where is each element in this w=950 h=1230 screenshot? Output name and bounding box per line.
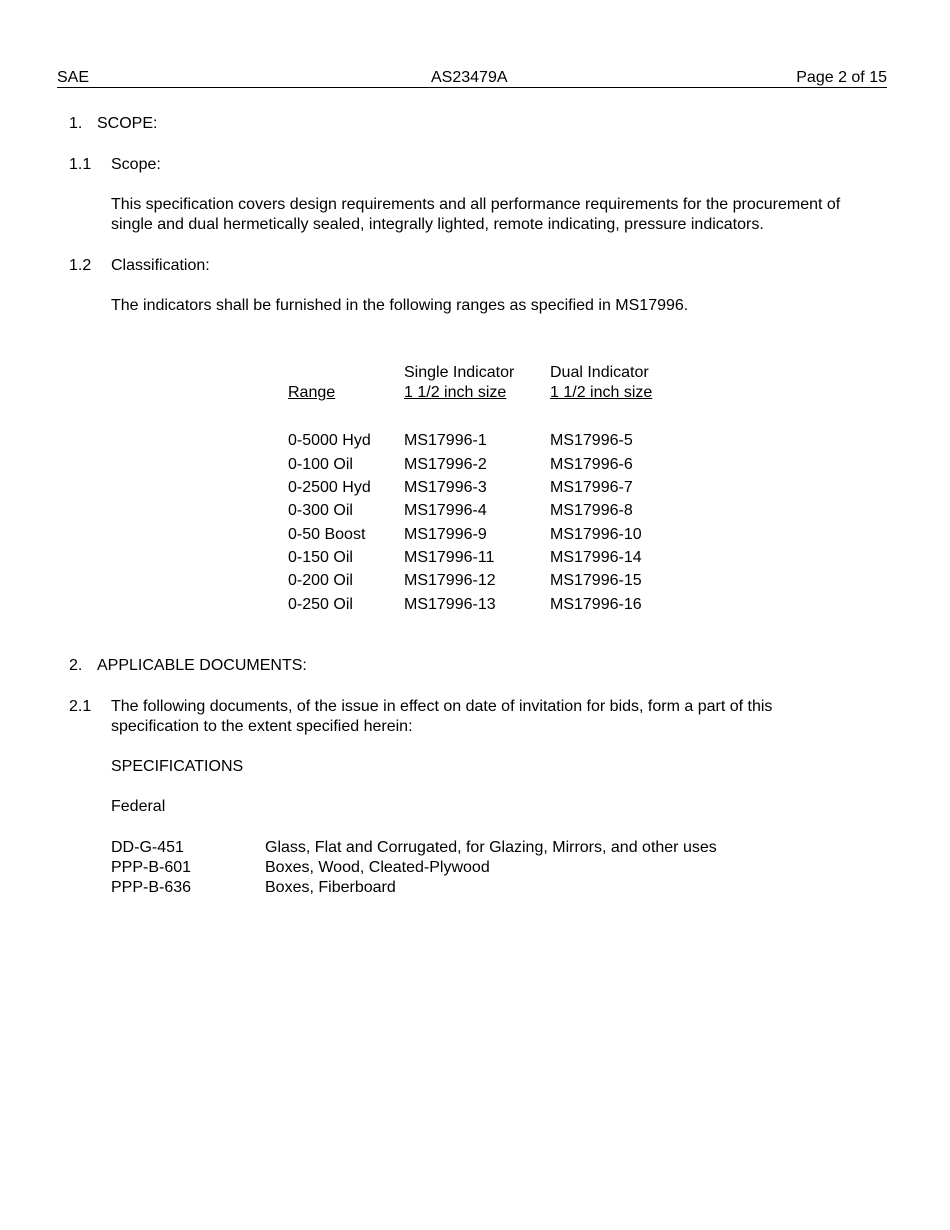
- table-row-dual: MS17996-15: [550, 572, 642, 589]
- table-row-single: MS17996-1: [404, 432, 487, 449]
- doc-title: Boxes, Wood, Cleated-Plywood: [265, 859, 490, 876]
- table-row-single: MS17996-4: [404, 502, 487, 519]
- header-doc-number: AS23479A: [431, 69, 508, 86]
- table-row-range: 0-150 Oil: [288, 549, 353, 566]
- section-1-1-number: 1.1: [69, 156, 92, 173]
- federal-label: Federal: [111, 798, 166, 815]
- table-row-single: MS17996-3: [404, 479, 487, 496]
- col-dual-header-line1: Dual Indicator: [550, 364, 649, 381]
- table-row-dual: MS17996-7: [550, 479, 633, 496]
- table-row-range: 0-100 Oil: [288, 456, 353, 473]
- table-row-dual: MS17996-8: [550, 502, 633, 519]
- doc-id: DD-G-451: [111, 839, 184, 856]
- doc-title: Glass, Flat and Corrugated, for Glazing, Mirrors, and other uses: [265, 839, 717, 856]
- table-row-single: MS17996-12: [404, 572, 496, 589]
- table-row-range: 0-2500 Hyd: [288, 479, 371, 496]
- table-row-range: 0-200 Oil: [288, 572, 353, 589]
- header-page-number: Page 2 of 15: [796, 69, 887, 86]
- col-single-header-line1: Single Indicator: [404, 364, 515, 381]
- section-2-1-text: The following documents, of the issue in effect on date of invitation for bids, form a part of this specification to the extent specified herein:: [111, 698, 773, 735]
- doc-id: PPP-B-636: [111, 879, 192, 896]
- header-org: SAE: [57, 69, 90, 86]
- table-row-range: 0-50 Boost: [288, 526, 366, 543]
- table-row-dual: MS17996-5: [550, 432, 633, 449]
- col-dual-header-line2: 1 1/2 inch size: [550, 384, 653, 401]
- section-1-number: 1.: [69, 115, 83, 132]
- col-range-header: Range: [288, 384, 336, 401]
- section-1-heading: SCOPE:: [97, 115, 158, 132]
- table-row-dual: MS17996-10: [550, 526, 642, 543]
- doc-title: Boxes, Fiberboard: [265, 879, 396, 896]
- header-rule: [57, 87, 887, 88]
- table-row-dual: MS17996-14: [550, 549, 642, 566]
- section-1-2-title: Classification:: [111, 257, 210, 274]
- section-2-1-number: 2.1: [69, 698, 92, 715]
- table-row-dual: MS17996-6: [550, 456, 633, 473]
- table-row-range: 0-5000 Hyd: [288, 432, 371, 449]
- section-1-2-text: The indicators shall be furnished in the following ranges as specified in MS17996.: [111, 297, 689, 314]
- doc-id: PPP-B-601: [111, 859, 192, 876]
- table-row-single: MS17996-2: [404, 456, 487, 473]
- section-2-heading: APPLICABLE DOCUMENTS:: [97, 657, 307, 674]
- table-row-range: 0-300 Oil: [288, 502, 353, 519]
- section-1-1-title: Scope:: [111, 156, 161, 173]
- col-single-header-line2: 1 1/2 inch size: [404, 384, 507, 401]
- table-row-single: MS17996-13: [404, 596, 496, 613]
- section-2-number: 2.: [69, 657, 83, 674]
- table-row-single: MS17996-11: [404, 549, 495, 566]
- section-1-1-text: This specification covers design requirements and all performance requirements for the procurement of single and dual hermetically sealed, integrally lighted, remote indicating, pressure indicators.: [111, 196, 841, 233]
- table-row-dual: MS17996-16: [550, 596, 642, 613]
- table-row-range: 0-250 Oil: [288, 596, 353, 613]
- specifications-label: SPECIFICATIONS: [111, 758, 244, 775]
- section-1-2-number: 1.2: [69, 257, 92, 274]
- table-row-single: MS17996-9: [404, 526, 487, 543]
